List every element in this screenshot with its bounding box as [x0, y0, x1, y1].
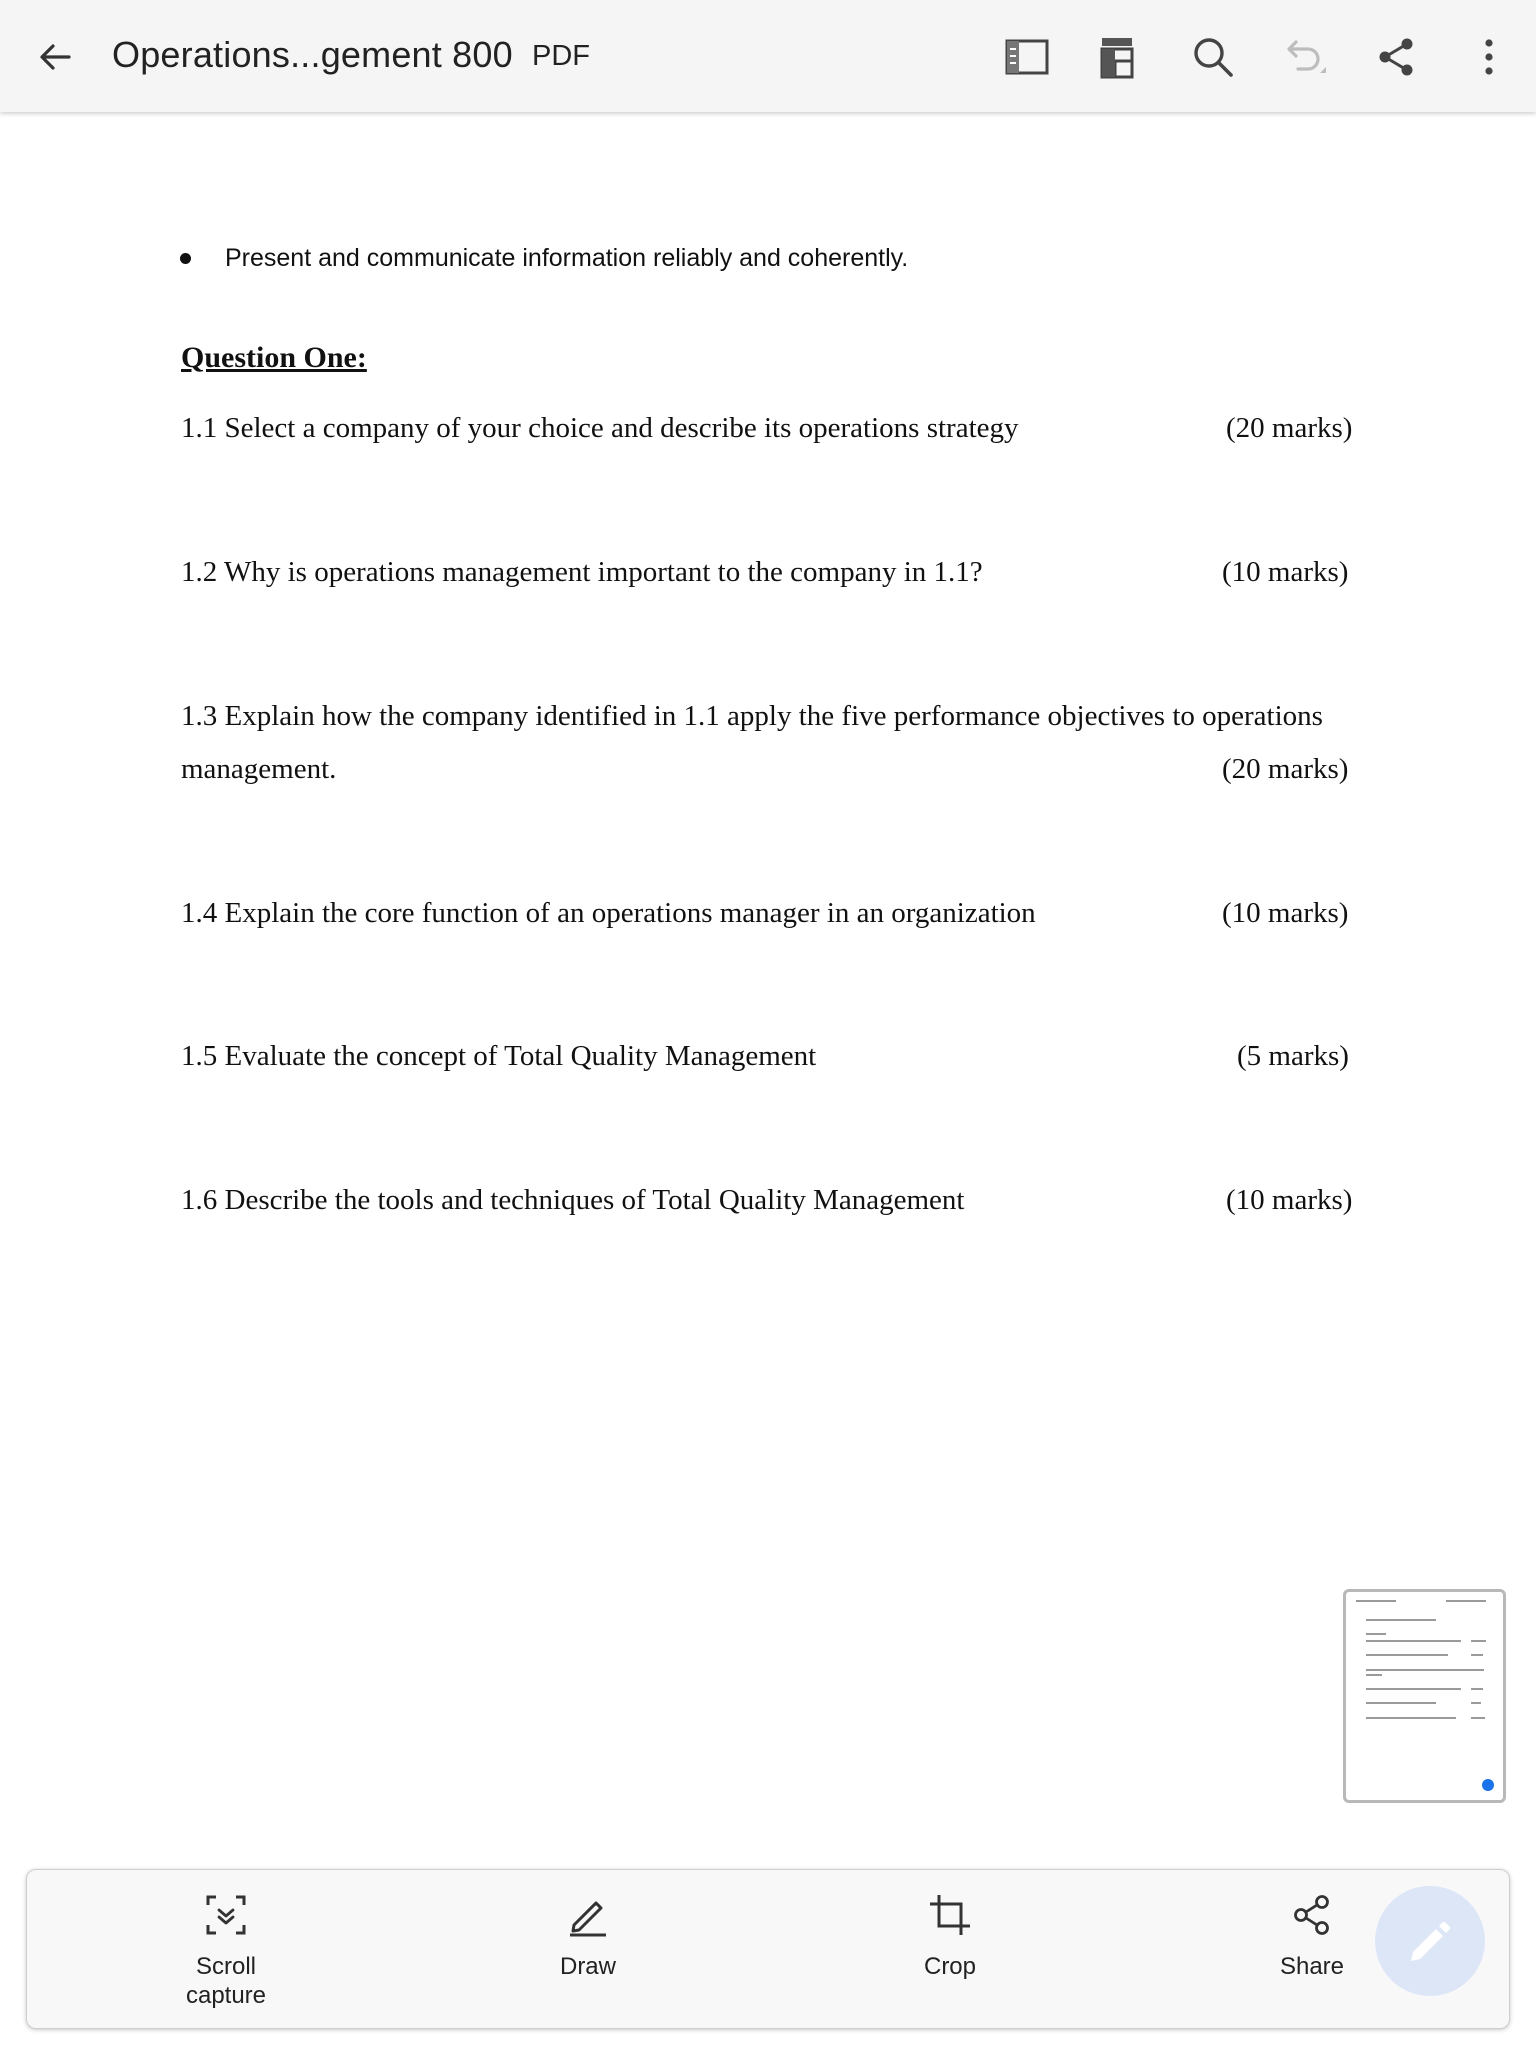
draw-label: Draw — [559, 1953, 616, 1980]
question-1-1-marks: (20 marks) — [1226, 412, 1353, 444]
page-view-button[interactable] — [1090, 30, 1144, 84]
question-1-6-text: 1.6 Describe the tools and techniques of Total Quality Management — [181, 1184, 965, 1216]
crop-icon — [928, 1893, 972, 1937]
crop-button[interactable] — [860, 1870, 1040, 2030]
undo-icon — [1278, 35, 1328, 79]
question-1-3-text: 1.3 Explain how the company identified in 1.1 apply the five performance objectives to operations — [181, 700, 1323, 732]
reading-mode-icon — [1004, 37, 1050, 77]
bullet-item — [180, 244, 908, 273]
pdf-page[interactable] — [0, 112, 1536, 2048]
question-1-3-text-continued: management. — [181, 753, 337, 785]
share-icon — [1375, 35, 1419, 79]
bullet-text: Present and communicate information reliably and coherently. — [225, 244, 909, 272]
edit-pencil-icon — [1405, 1916, 1455, 1966]
top-app-bar — [0, 0, 1536, 112]
question-1-4-text: 1.4 Explain the core function of an operations manager in an organization — [181, 897, 1036, 929]
draw-button[interactable] — [498, 1870, 678, 2030]
question-1-4-marks: (10 marks) — [1222, 897, 1349, 929]
more-vert-icon — [1479, 35, 1499, 79]
scroll-capture-button[interactable] — [136, 1870, 316, 2030]
search-button[interactable] — [1186, 30, 1240, 84]
share-label: Share — [1279, 1953, 1345, 1980]
question-1-6-marks: (10 marks) — [1226, 1184, 1353, 1216]
page-view-icon — [1097, 35, 1137, 79]
question-1-1-text: 1.1 Select a company of your choice and describe its operations strategy — [181, 412, 1019, 444]
thumbnail-selected-indicator — [1482, 1779, 1494, 1791]
share-icon — [1292, 1893, 1332, 1937]
more-options-button[interactable] — [1462, 30, 1516, 84]
bottom-action-bar — [26, 1869, 1510, 2029]
reading-mode-button[interactable] — [1000, 30, 1054, 84]
document-title: Operations...gement 800 — [112, 34, 513, 75]
question-heading: Question One: — [181, 341, 367, 374]
share-button[interactable] — [1370, 30, 1424, 84]
question-1-2-marks: (10 marks) — [1222, 556, 1349, 588]
question-1-5-marks: (5 marks) — [1237, 1040, 1349, 1072]
bullet-dot — [180, 253, 191, 264]
question-1-3-marks: (20 marks) — [1222, 753, 1349, 785]
crop-label: Crop — [923, 1953, 977, 1980]
question-1-5-text: 1.5 Evaluate the concept of Total Quality Management — [181, 1040, 817, 1072]
search-icon — [1191, 35, 1235, 79]
question-1-2-text: 1.2 Why is operations management important to the company in 1.1? — [181, 556, 983, 588]
arrow-left-icon — [35, 37, 75, 77]
back-button[interactable] — [30, 32, 80, 82]
page-thumbnail[interactable] — [1343, 1589, 1506, 1803]
edit-fab-button[interactable] — [1375, 1886, 1485, 1996]
document-type-label: PDF — [532, 40, 590, 72]
pencil-icon — [566, 1893, 610, 1937]
scroll-capture-label: Scroll capture — [185, 1953, 267, 2009]
undo-button[interactable] — [1276, 30, 1330, 84]
scroll-capture-icon — [204, 1893, 248, 1937]
